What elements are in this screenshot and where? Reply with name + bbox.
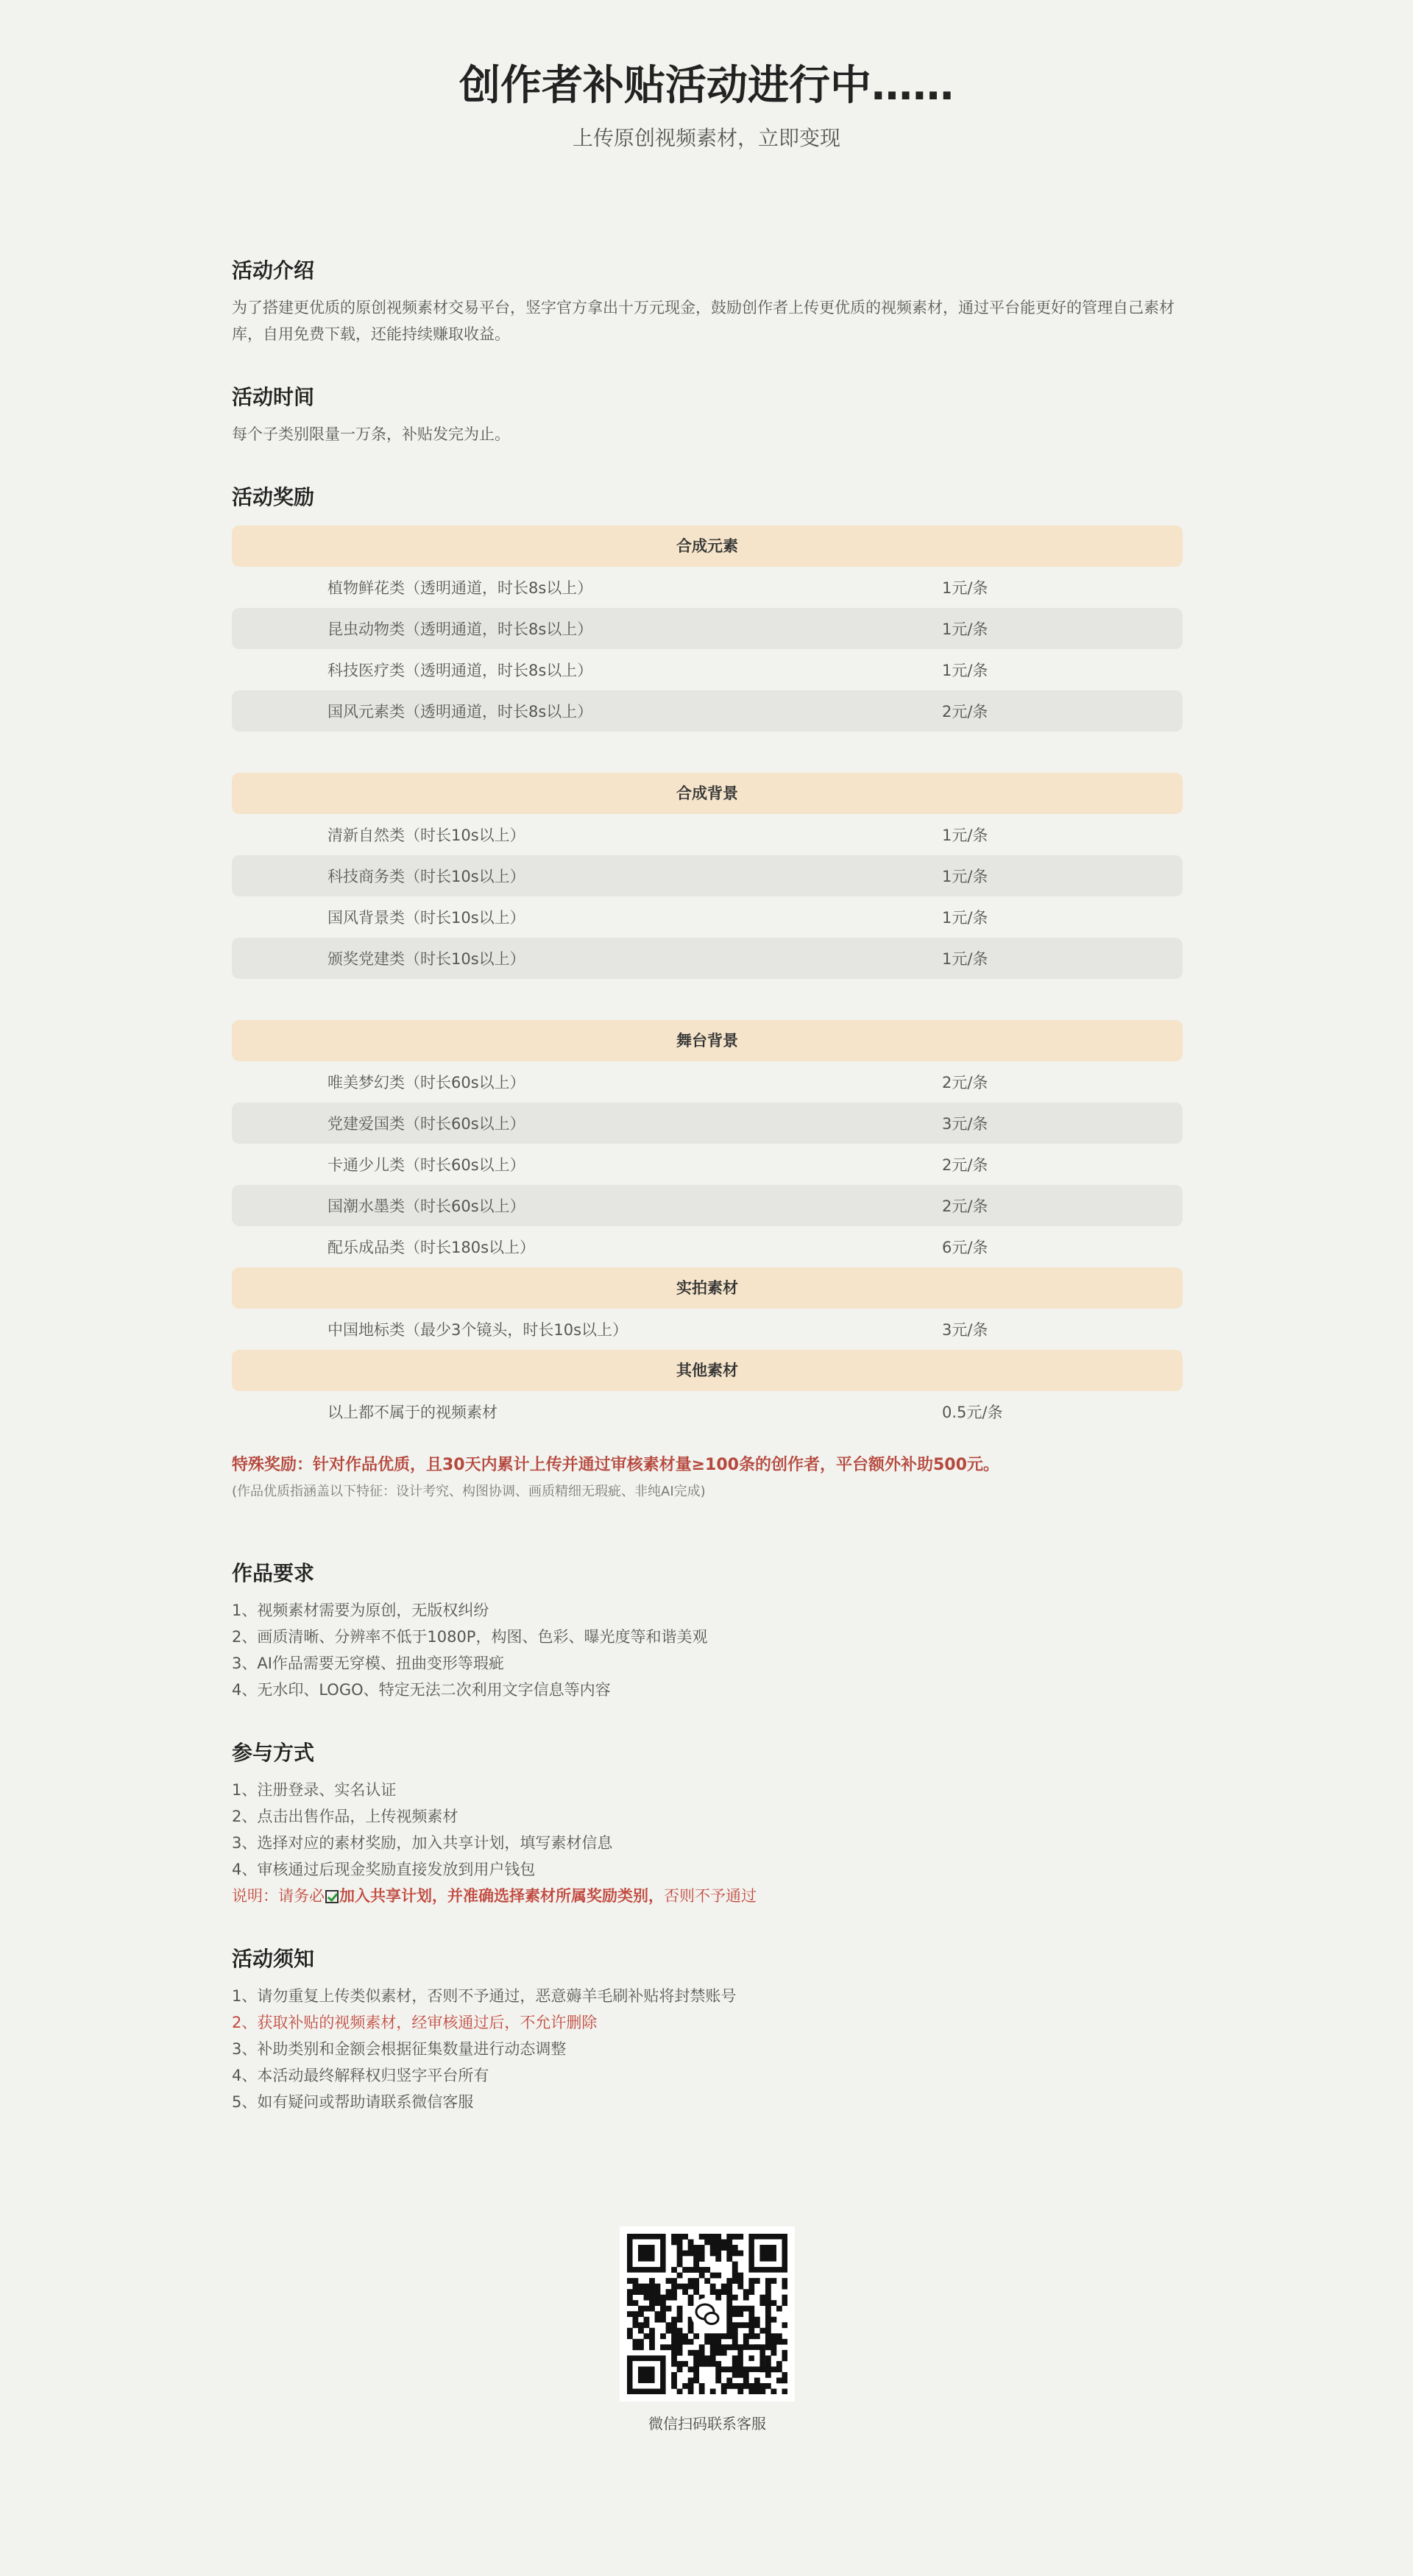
reward-price: 2元/条 [942,1156,988,1174]
reward-row [232,649,1183,690]
reward-name: 国风背景类（时长10s以上） [327,909,525,927]
qr-caption: 微信扫码联系客服 [648,2415,766,2432]
notice-item: 4、本活动最终解释权归竖字平台所有 [232,2067,489,2084]
reward-price: 1元/条 [942,662,988,679]
participate-item: 3、选择对应的素材奖励，加入共享计划，填写素材信息 [232,1834,613,1852]
reward-price: 6元/条 [942,1239,988,1256]
special-reward: 特殊奖励：针对作品优质，且30天内累计上传并通过审核素材量≥100条的创作者，平台额外补助500元。 [232,1456,999,1474]
reward-row [232,1103,1183,1144]
reward-price: 2元/条 [942,1197,988,1215]
rewards-section [232,484,1183,1501]
qr-block [620,2226,795,2434]
page-subtitle: 上传原创视频素材，立即变现 [572,126,840,150]
reward-row [232,1061,1183,1103]
reward-price: 3元/条 [942,1115,988,1133]
reward-price: 1元/条 [942,827,988,844]
reward-price: 1元/条 [942,579,988,597]
reward-price: 0.5元/条 [942,1404,1003,1421]
time-title: 活动时间 [232,385,315,409]
participate-note [232,1883,1183,1909]
reward-row [232,896,1183,938]
reward-name: 颁奖党建类（时长10s以上） [327,950,525,968]
qr-code-graphic [627,2234,787,2394]
reward-name: 以上都不属于的视频素材 [327,1404,497,1421]
notice-item: 1、请勿重复上传类似素材，否则不予通过，恶意薅羊毛刷补贴将封禁账号 [232,1987,737,2005]
page-title: 创作者补贴活动进行中…… [459,62,954,110]
reward-price: 2元/条 [942,703,988,721]
reward-row [232,938,1183,979]
requirements-section [232,1560,1183,1703]
reward-name: 中国地标类（最少3个镜头，时长10s以上） [327,1321,628,1339]
requirement-item: 4、无水印、LOGO、特定无法二次利用文字信息等内容 [232,1681,611,1699]
checkbox-icon [325,1890,339,1903]
reward-price: 1元/条 [942,950,988,968]
requirements-title: 作品要求 [232,1561,315,1585]
reward-price: 1元/条 [942,620,988,638]
reward-row [232,1391,1183,1432]
intro-section [232,258,1183,347]
intro-text: 为了搭建更优质的原创视频素材交易平台，竖字官方拿出十万元现金，鼓励创作者上传更优质的视频素材，通过平台能更好的管理自己素材库，自用免费下载，还能持续赚取收益。 [232,299,1175,343]
requirement-item: 3、AI作品需要无穿模、扭曲变形等瑕疵 [232,1655,504,1672]
notice-item: 5、如有疑问或帮助请联系微信客服 [232,2093,474,2111]
special-reward-note: (作品优质指涵盖以下特征：设计考究、构图协调、画质精细无瑕疵、非纯AI完成) [232,1484,706,1499]
reward-group [232,1350,1183,1432]
reward-group-header: 合成元素 [232,526,1183,567]
notice-item: 2、获取补贴的视频素材，经审核通过后，不允许删除 [232,2014,598,2031]
reward-price: 2元/条 [942,1074,988,1091]
reward-row [232,855,1183,896]
reward-table [232,526,1183,1432]
participate-item: 1、注册登录、实名认证 [232,1781,397,1799]
reward-name: 植物鲜花类（透明通道，时长8s以上） [327,579,593,597]
notice-title: 活动须知 [232,1947,315,1971]
participate-title: 参与方式 [232,1741,315,1765]
wechat-qr-icon [620,2226,795,2402]
reward-row [232,1185,1183,1226]
note-suffix: 否则不予通过 [664,1887,757,1905]
reward-row [232,1309,1183,1350]
reward-row [232,690,1183,732]
reward-price: 1元/条 [942,868,988,885]
intro-title: 活动介绍 [232,258,315,283]
reward-name: 国风元素类（透明通道，时长8s以上） [327,703,593,721]
reward-name: 科技医疗类（透明通道，时长8s以上） [327,662,593,679]
reward-name: 昆虫动物类（透明通道，时长8s以上） [327,620,593,638]
reward-group-header: 实拍素材 [232,1267,1183,1309]
main-content [232,258,1183,2149]
reward-name: 清新自然类（时长10s以上） [327,827,525,844]
participate-section [232,1740,1183,1909]
reward-group-header: 其他素材 [232,1350,1183,1391]
reward-group [232,526,1183,732]
notice-list [232,1983,1183,2115]
reward-group [232,1267,1183,1350]
reward-group-header: 舞台背景 [232,1020,1183,1061]
reward-name: 配乐成品类（时长180s以上） [327,1239,536,1256]
reward-name: 卡通少儿类（时长60s以上） [327,1156,525,1174]
reward-name: 国潮水墨类（时长60s以上） [327,1197,525,1215]
reward-row [232,608,1183,649]
participate-item: 2、点击出售作品，上传视频素材 [232,1808,458,1825]
participate-item: 4、审核通过后现金奖励直接发放到用户钱包 [232,1861,536,1878]
reward-row [232,814,1183,855]
requirement-item: 1、视频素材需要为原创，无版权纠纷 [232,1602,489,1619]
reward-group [232,773,1183,979]
time-text: 每个子类别限量一万条，补贴发完为止。 [232,425,510,443]
note-strong: 加入共享计划，并准确选择素材所属奖励类别， [339,1887,664,1905]
reward-group-header: 合成背景 [232,773,1183,814]
reward-name: 党建爱国类（时长60s以上） [327,1115,525,1133]
reward-group [232,1020,1183,1267]
hero [0,0,1413,152]
reward-row [232,1226,1183,1267]
reward-row [232,1144,1183,1185]
notice-section [232,1946,1183,2115]
reward-price: 3元/条 [942,1321,988,1339]
requirement-item: 2、画质清晰、分辨率不低于1080P，构图、色彩、曝光度等和谐美观 [232,1628,708,1646]
rewards-title: 活动奖励 [232,485,315,509]
reward-name: 唯美梦幻类（时长60s以上） [327,1074,525,1091]
reward-price: 1元/条 [942,909,988,927]
notice-item: 3、补助类别和金额会根据征集数量进行动态调整 [232,2040,567,2058]
reward-row [232,567,1183,608]
time-section [232,384,1183,447]
reward-name: 科技商务类（时长10s以上） [327,868,525,885]
note-prefix: 说明：请务必 [232,1887,325,1905]
